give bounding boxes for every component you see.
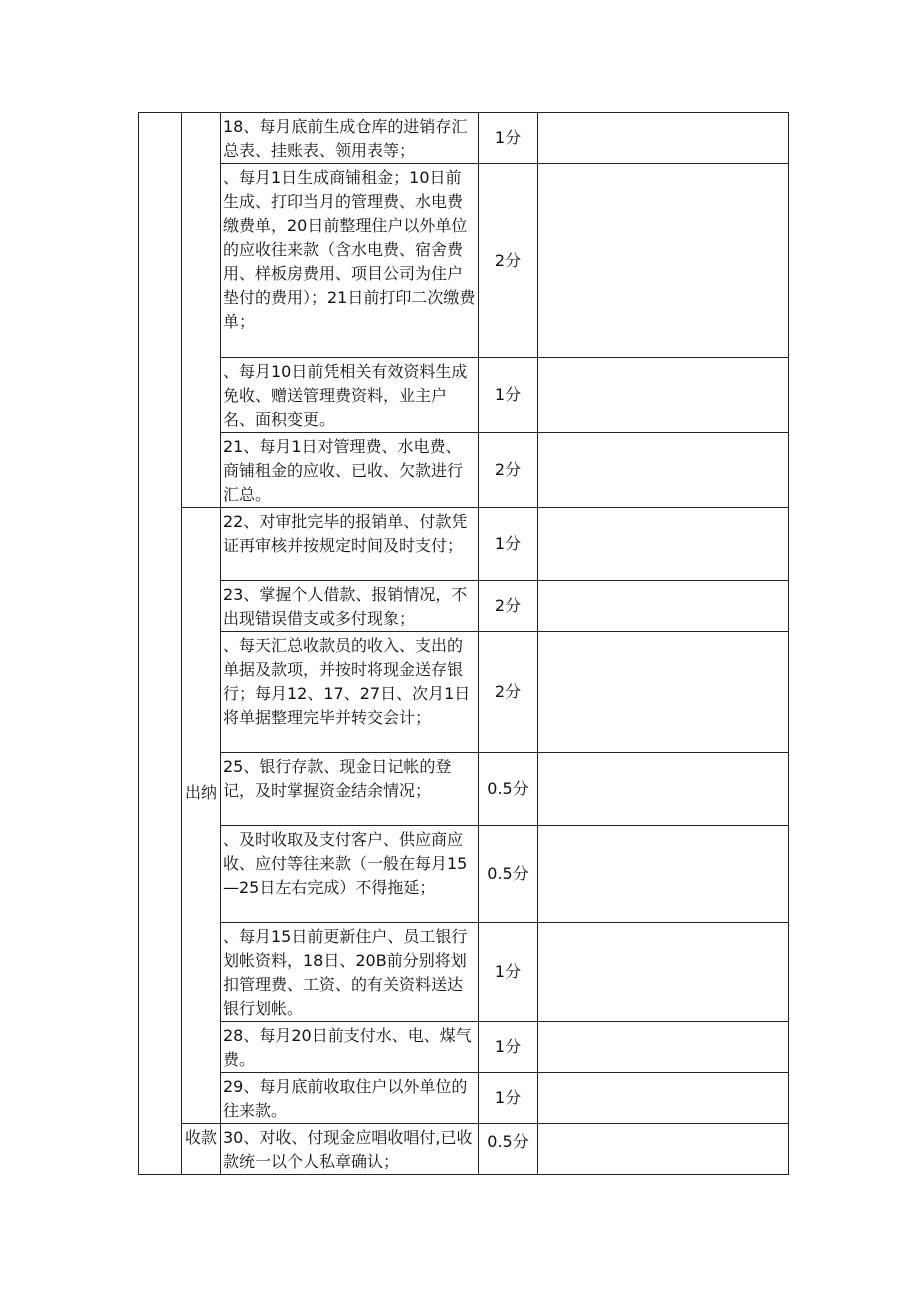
remark-cell: [538, 164, 789, 358]
table-row: [139, 923, 789, 1022]
task-text: 18、每月底前生成仓库的进销存汇总表、挂账表、领用表等；: [221, 113, 479, 164]
category-collection: 收款: [182, 1124, 221, 1175]
remark-cell: [538, 753, 789, 826]
task-text: 、每月15日前更新住户、员工银行划帐资料，18日、20B前分别将划扣管理费、工资、的有关资料送达银行划帐。: [221, 923, 479, 1022]
task-text: 、每月1日生成商铺租金；10日前生成、打印当月的管理费、水电费缴费单，20日前整理住户以外单位的应收往来款（含水电费、宿舍费用、样板房费用、项目公司为住户垫付的费用）；21日前打印二次缴费单；: [221, 164, 479, 358]
task-text: 22、对审批完毕的报销单、付款凭证再审核并按规定时间及时支付；: [221, 508, 479, 581]
task-text: 、及时收取及支付客户、供应商应收、应付等往来款（一般在每月15—25日左右完成）不得拖延；: [221, 826, 479, 923]
table-row: [139, 113, 789, 164]
score-cell: 1分: [479, 1073, 538, 1124]
table-row: [139, 164, 789, 358]
score-cell: 2分: [479, 581, 538, 632]
score-cell: 1分: [479, 508, 538, 581]
table-row: [139, 358, 789, 433]
task-text: 、每月10日前凭相关有效资料生成免收、赠送管理费资料，业主户名、面积变更。: [221, 358, 479, 433]
task-text: 28、每月20日前支付水、电、煤气费。: [221, 1022, 479, 1073]
table-row: [139, 753, 789, 826]
table-row: [139, 1124, 789, 1175]
first-column-cell: [139, 113, 182, 1175]
remark-cell: [538, 632, 789, 753]
category-cell-blank: [182, 113, 221, 508]
remark-cell: [538, 433, 789, 508]
score-cell: 1分: [479, 923, 538, 1022]
table-row: [139, 1073, 789, 1124]
task-text: 29、每月底前收取住户以外单位的往来款。: [221, 1073, 479, 1124]
remark-cell: [538, 1073, 789, 1124]
task-text: 30、对收、付现金应唱收唱付,已收款统一以个人私章确认；: [221, 1124, 479, 1175]
table-row: [139, 1022, 789, 1073]
table-row: [139, 508, 789, 581]
assessment-table: [138, 112, 789, 1175]
remark-cell: [538, 581, 789, 632]
score-cell: 1分: [479, 1022, 538, 1073]
remark-cell: [538, 826, 789, 923]
score-cell: 2分: [479, 164, 538, 358]
table-row: [139, 826, 789, 923]
remark-cell: [538, 1022, 789, 1073]
score-cell: 0.5分: [479, 753, 538, 826]
table-row: [139, 581, 789, 632]
remark-cell: [538, 113, 789, 164]
score-cell: 2分: [479, 433, 538, 508]
remark-cell: [538, 923, 789, 1022]
score-cell: 1分: [479, 113, 538, 164]
remark-cell: [538, 358, 789, 433]
score-cell: 1分: [479, 358, 538, 433]
remark-cell: [538, 508, 789, 581]
table-row: [139, 433, 789, 508]
task-text: 、每天汇总收款员的收入、支出的单据及款项，并按时将现金送存银行；每月12、17、27日、次月1日将单据整理完毕并转交会计；: [221, 632, 479, 753]
score-cell: 0.5分: [479, 1124, 538, 1175]
task-text: 23、掌握个人借款、报销情况，不出现错误借支或多付现象；: [221, 581, 479, 632]
task-text: 21、每月1日对管理费、水电费、商铺租金的应收、已收、欠款进行汇总。: [221, 433, 479, 508]
task-text: 25、银行存款、现金日记帐的登记，及时掌握资金结余情况；: [221, 753, 479, 826]
score-cell: 0.5分: [479, 826, 538, 923]
score-cell: 2分: [479, 632, 538, 753]
remark-cell: [538, 1124, 789, 1175]
category-cashier: 出纳: [182, 508, 221, 1124]
table-row: [139, 632, 789, 753]
